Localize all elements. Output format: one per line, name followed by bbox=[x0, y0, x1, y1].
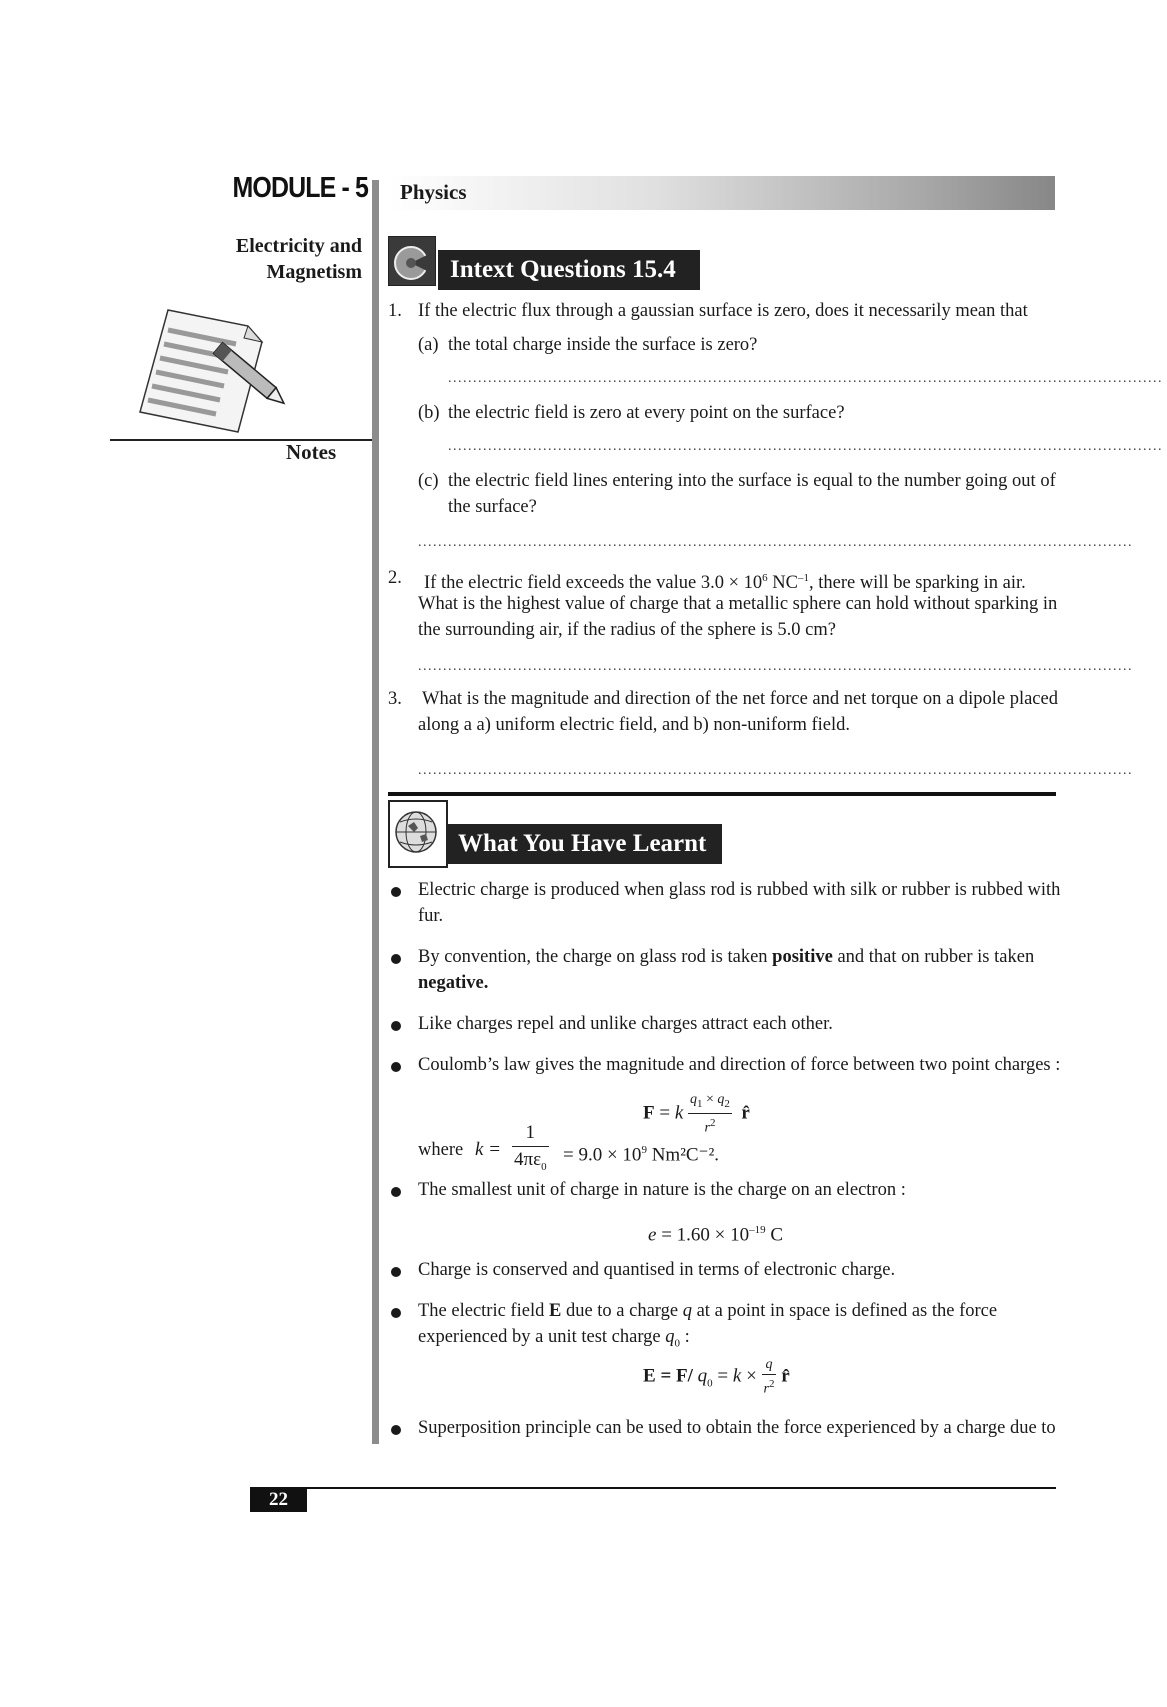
answer-line-q3[interactable]: ............................................................................................................................................... bbox=[418, 763, 1133, 778]
k-fraction: $\frac{1}{4\pi\varepsilon_0}$ bbox=[514, 1122, 547, 1173]
section-divider bbox=[388, 792, 1056, 796]
module-subtitle-line2: Magnetism bbox=[266, 261, 362, 283]
notes-label: Notes bbox=[286, 440, 337, 464]
page-number: 22 bbox=[250, 1487, 307, 1512]
bullet-marker bbox=[391, 1187, 401, 1197]
answer-line-q1b[interactable]: ............................................................................................................................................... bbox=[448, 439, 1163, 454]
q1c-line2: the surface? bbox=[448, 497, 537, 517]
magnifier-icon bbox=[388, 236, 436, 286]
module-title: MODULE - 5 bbox=[232, 172, 368, 204]
module-subtitle bbox=[200, 233, 362, 285]
q1-number: 1. bbox=[388, 301, 402, 321]
footer-rule bbox=[307, 1487, 1056, 1489]
q3-line2: along a a) uniform electric field, and b) non-uniform field. bbox=[418, 715, 851, 735]
header-band bbox=[388, 176, 1055, 210]
q3-line1: What is the magnitude and direction of the net force and net torque on a dipole placed bbox=[422, 689, 1058, 709]
notes-pencil-icon bbox=[138, 308, 288, 436]
learnt-b7-line2: experienced by a unit test charge $q_0$ : bbox=[418, 1327, 690, 1350]
learnt-b2-line2: negative. bbox=[418, 973, 489, 993]
learnt-b4: Coulomb’s law gives the magnitude and direction of force between two point charges : bbox=[418, 1055, 1061, 1075]
bullet-marker bbox=[391, 1062, 401, 1072]
learnt-b6: Charge is conserved and quantised in terms of electronic charge. bbox=[418, 1260, 896, 1280]
q2-line2: What is the highest value of charge that a metallic sphere can hold without sparking in bbox=[418, 594, 1058, 614]
q2-line1: If the electric field exceeds the value $3.0 \times 10^6$ $NC^{-1}$, there will be sparking in air. bbox=[424, 572, 1026, 594]
bullet-marker bbox=[391, 954, 401, 964]
learnt-b2-line1: By convention, the charge on glass rod is taken positive and that on rubber is taken bbox=[418, 947, 1035, 967]
module-subtitle-line1: Electricity and bbox=[235, 235, 362, 257]
q2-line3: the surrounding air, if the radius of the sphere is 5.0 cm? bbox=[418, 620, 836, 640]
coulomb-equation: F = k $\frac{q_1 \times q_2}{r^2}$ r̂ bbox=[643, 1092, 750, 1136]
electron-charge-equation: $e = 1.60 \times 10^{-19}$ C bbox=[648, 1224, 784, 1246]
learnt-b1-line1: Electric charge is produced when glass rod is rubbed with silk or rubber is rubbed with bbox=[418, 880, 1061, 900]
field-equation: E = F/ $q_0 = k$ × $\frac{q}{r^2}$ r̂ bbox=[643, 1357, 790, 1397]
q3-number: 3. bbox=[388, 689, 402, 709]
column-rule bbox=[372, 180, 379, 1444]
learnt-b8: Superposition principle can be used to obtain the force experienced by a charge due to bbox=[418, 1418, 1056, 1438]
q2-number: 2. bbox=[388, 568, 402, 588]
bullet-marker bbox=[391, 887, 401, 897]
q1a-text: the total charge inside the surface is zero? bbox=[448, 335, 758, 355]
q1-text: If the electric flux through a gaussian surface is zero, does it necessarily mean that bbox=[418, 301, 1028, 321]
bullet-marker bbox=[391, 1425, 401, 1435]
learnt-b1-line2: fur. bbox=[418, 906, 444, 926]
intext-heading: Intext Questions 15.4 bbox=[438, 250, 700, 290]
answer-line-q1a[interactable]: ............................................................................................................................................... bbox=[448, 371, 1163, 386]
learnt-b5: The smallest unit of charge in nature is the charge on an electron : bbox=[418, 1180, 906, 1200]
q1b-text: the electric field is zero at every point on the surface? bbox=[448, 403, 845, 423]
bullet-marker bbox=[391, 1308, 401, 1318]
learnt-b7-line1: The electric field E due to a charge q at a point in space is defined as the force bbox=[418, 1301, 998, 1321]
q1a-label: (a) bbox=[418, 335, 439, 355]
globe-icon bbox=[388, 800, 448, 868]
header-title: Physics bbox=[400, 180, 467, 204]
learnt-b3: Like charges repel and unlike charges attract each other. bbox=[418, 1014, 833, 1034]
answer-line-q2[interactable]: ............................................................................................................................................... bbox=[418, 659, 1133, 674]
learnt-heading: What You Have Learnt bbox=[446, 824, 722, 864]
k-value: = $9.0 \times 10^9$ Nm²C⁻². bbox=[563, 1144, 720, 1166]
answer-line-q1c[interactable]: ............................................................................................................................................... bbox=[418, 535, 1133, 550]
where-label: where bbox=[418, 1140, 464, 1160]
q1c-label: (c) bbox=[418, 471, 439, 491]
q1c-line1: the electric field lines entering into the surface is equal to the number going out of bbox=[448, 471, 1056, 491]
bullet-marker bbox=[391, 1021, 401, 1031]
k-label: k = bbox=[475, 1139, 502, 1160]
q1b-label: (b) bbox=[418, 403, 440, 423]
bullet-marker bbox=[391, 1267, 401, 1277]
